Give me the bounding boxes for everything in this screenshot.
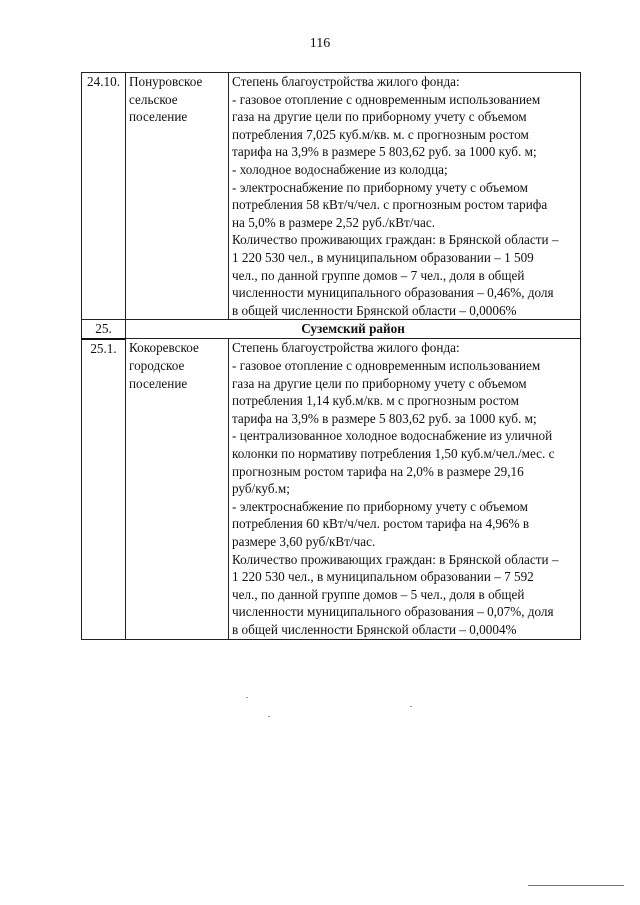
settlement-name-line: поселение (129, 375, 188, 391)
description-line: на 5,0% в размере 2,52 руб./кВт/час. (232, 214, 436, 230)
table-row (82, 339, 581, 639)
page-number: 116 (309, 36, 331, 51)
description-line: газа на другие цели по приборному учету с объемом (232, 109, 527, 125)
description-line: чел., по данной группе домов – 5 чел., доля в общей (232, 586, 525, 602)
description-line: потребления 60 кВт/ч/чел. ростом тарифа на 4,96% в (232, 516, 530, 532)
description-line: численности муниципального образования – 0,07%, доля (232, 604, 554, 620)
data-table (81, 72, 581, 640)
description-line: Степень благоустройства жилого фонда: (232, 74, 460, 89)
row-number: 24.10. (82, 73, 126, 320)
table-row (82, 73, 581, 320)
description-line: потребления 58 кВт/ч/чел. с прогнозным ростом тарифа (232, 197, 548, 213)
description-line: - централизованное холодное водоснабжение из уличной (232, 428, 553, 444)
scan-speck (246, 697, 248, 698)
description-line: прогнозным ростом тарифа на 2,0% в размере 29,16 (232, 463, 524, 479)
description-line: в общей численности Брянской области – 0,0004% (232, 621, 517, 637)
description-line: потребления 7,025 куб.м/кв. м. с прогнозным ростом (232, 126, 529, 142)
description-line: - газовое отопление с одновременным использованием (232, 91, 541, 107)
district-row (82, 320, 581, 339)
scan-speck (410, 706, 412, 707)
settlement-name-line: поселение (129, 109, 188, 125)
scan-speck (268, 716, 270, 717)
settlement-name-line: Понуровское (129, 74, 203, 89)
district-title: Суземский район (126, 320, 581, 339)
description-line: размере 3,60 руб/кВт/час. (232, 533, 376, 549)
description-line: - электроснабжение по приборному учету с объемом (232, 179, 528, 195)
description-line: тарифа на 3,9% в размере 5 803,62 руб. за 1000 куб. м; (232, 410, 537, 426)
settlement-name-line: Кокоревское (129, 340, 199, 356)
description-line: - электроснабжение по приборному учету с объемом (232, 498, 528, 514)
description-line: потребления 1,14 куб.м/кв. м с прогнозным ростом (232, 393, 519, 409)
description-line: Степень благоустройства жилого фонда: (232, 340, 460, 356)
scan-edge-line (528, 885, 624, 886)
row-number: 25.1. (82, 339, 126, 639)
description-line: в общей численности Брянской области – 0,0006% (232, 302, 517, 318)
settlement-name (126, 73, 229, 320)
description-line: газа на другие цели по приборному учету с объемом (232, 375, 527, 391)
description-cell (229, 339, 581, 639)
settlement-name-line: сельское (129, 91, 178, 107)
description-line: численности муниципального образования – 0,46%, доля (232, 285, 554, 301)
row-number: 25. (82, 320, 126, 339)
description-line: Количество проживающих граждан: в Брянской области – (232, 232, 559, 248)
description-line: 1 220 530 чел., в муниципальном образовании – 7 592 (232, 569, 534, 585)
description-line: тарифа на 3,9% в размере 5 803,62 руб. за 1000 куб. м; (232, 144, 537, 160)
description-line: Количество проживающих граждан: в Брянской области – (232, 551, 559, 567)
description-line: чел., по данной группе домов – 7 чел., доля в общей (232, 267, 525, 283)
description-line: руб/куб.м; (232, 481, 290, 497)
description-line: - холодное водоснабжение из колодца; (232, 161, 448, 177)
settlement-name-line: городское (129, 358, 185, 373)
description-line: - газовое отопление с одновременным использованием (232, 358, 541, 373)
settlement-name (126, 339, 229, 639)
description-line: колонки по нормативу потребления 1,50 куб.м/чел./мес. с (232, 445, 555, 461)
description-line: 1 220 530 чел., в муниципальном образовании – 1 509 (232, 249, 534, 265)
description-cell (229, 73, 581, 320)
